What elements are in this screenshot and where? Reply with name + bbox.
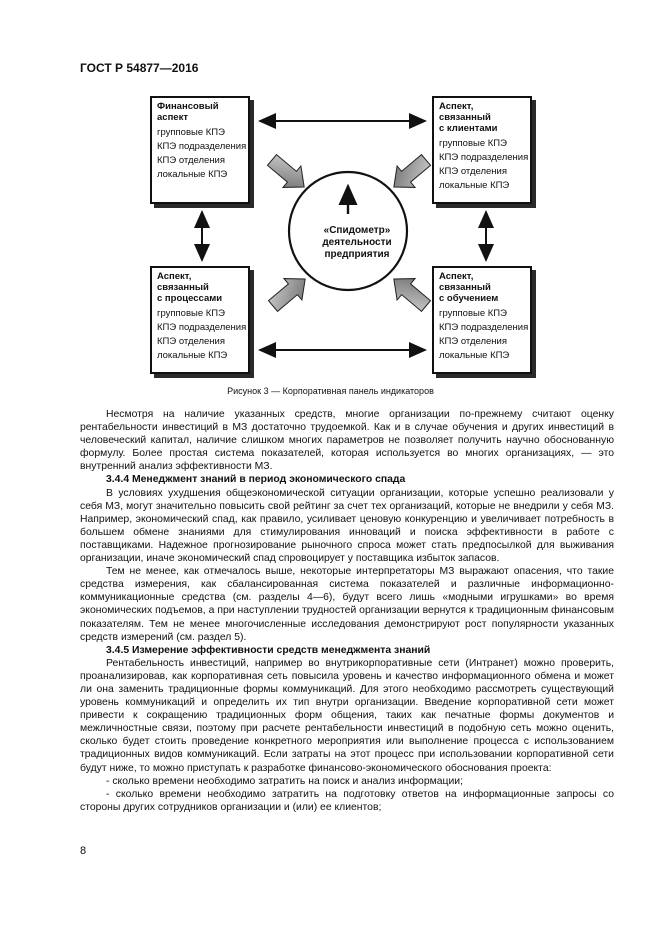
box-item: КПЭ отделения [439,166,507,177]
box-title: Аспект, связанный с процессами [157,271,223,304]
list-item: - сколько времени необходимо затратить на поиск и анализ информации; [106,775,463,787]
kpi-dashboard-figure [130,88,550,378]
clients-aspect-box [432,96,532,204]
section-heading: 3.4.5 Измерение эффективности средств менеджмента знаний [106,644,431,656]
box-item: групповые КПЭ [439,138,507,149]
box-title: Финансовый аспект [157,101,219,123]
paragraph: В условиях ухудшения общеэкономической ситуации организации, которые успешно реализовали у себя МЗ, могут значительно повысить свой рейтинг за счет тех организаций, которые не внедрили у себя МЗ. Например, экономический спад, как правило, усиливает ценовую конкуренцию и увеличивает потребность в большем обмене знаниями для стимулирования инноваций и поиска эффективности в работе с поставщиками. Надежное прогнозирование рыночного спроса может стать предпосылкой для выживания организации, иначе экономический спад спровоцирует у поставщика избыток запасов. [80,487,614,565]
learning-aspect-box [432,266,532,374]
body-text [80,408,614,814]
box-item: КПЭ подразделения [439,322,529,333]
paragraph: Тем не менее, как отмечалось выше, некоторые интерпретаторы МЗ выражают опасения, что такие средства измерения, как сбалансированная система показателей и различные информационно-коммуникационные средства (см. разделы 4—6), будут всего лишь «модными игрушками» во время экономических подъемов, а при наступлении трудностей организации вернутся к традиционным финансовым показателям. Тем не менее многочисленные исследования демонстрируют рост популярности указанных средств измерений (см. раздел 5). [80,566,614,643]
block-arrow-bottom-left [264,268,314,316]
box-title: Аспект, связанный с обучением [439,271,499,304]
page-number: 8 [80,845,87,857]
paragraph: Рентабельность инвестиций, например во внутрикорпоративные сети (Интранет) можно проверить, проанализировав, как корпоративная сеть повысила уровень и качество информационного обмена и может ли она заменить традиционные формы коммуникаций. Для этого необходимо рассмотреть существующий уровень коммуникаций и определить их тип внутри организации. Введение корпоративной сети может привести к сокращению традиционных форм общения, таких как печатные формы документов и межличностные связи, поэтому при расчете рентабельности инвестиций в подобную сеть можно оценить, сколько будет стоить проведение конкретного мероприятия или выполнение процесса с использованием традиционных видов коммуникаций. Если затраты на этот процесс при использовании корпоративной сети будут ниже, то можно приступать к разработке финансово-экономического обоснования проекта: [80,657,614,774]
paragraph: Несмотря на наличие указанных средств, многие организации по-прежнему считают оценку рентабельности инвестиций в МЗ достаточно трудоемкой. Как и в случае обучения и других инвестиций в человеческий капитал, наличие слишком многих параметров не позволяет получить научно обоснованную формулу. Более простая система показателей, которая используется во многих организациях, — это внутренний анализ эффективности МЗ. [80,409,614,473]
box-item: локальные КПЭ [157,350,228,361]
box-item: КПЭ отделения [439,336,507,347]
box-item: локальные КПЭ [157,169,228,180]
section-heading: 3.4.4 Менеджмент знаний в период экономического спада [106,474,406,486]
financial-aspect-box [150,96,250,204]
box-item: КПЭ подразделения [157,141,247,152]
box-item: групповые КПЭ [439,308,507,319]
document-id: ГОСТ Р 54877—2016 [80,61,199,75]
box-item: КПЭ отделения [157,155,225,166]
processes-aspect-box [150,266,250,374]
box-item: КПЭ подразделения [439,152,529,163]
box-item: групповые КПЭ [157,308,225,319]
box-item: групповые КПЭ [157,127,225,138]
box-item: КПЭ отделения [157,336,225,347]
box-item: КПЭ подразделения [157,322,247,333]
box-item: локальные КПЭ [439,350,510,361]
figure-caption: Рисунок 3 — Корпоративная панель индикаторов [227,386,434,396]
box-item: локальные КПЭ [439,180,510,191]
list-item: - сколько времени необходимо затратить на подготовку ответов на информационные запросы со стороны других сотрудников организации и (или) ее клиентов; [80,788,614,813]
box-title: Аспект, связанный с клиентами [439,101,498,134]
speedometer-label: «Спидометр» деятельности предприятия [322,225,392,260]
block-arrow-bottom-right [385,268,435,316]
